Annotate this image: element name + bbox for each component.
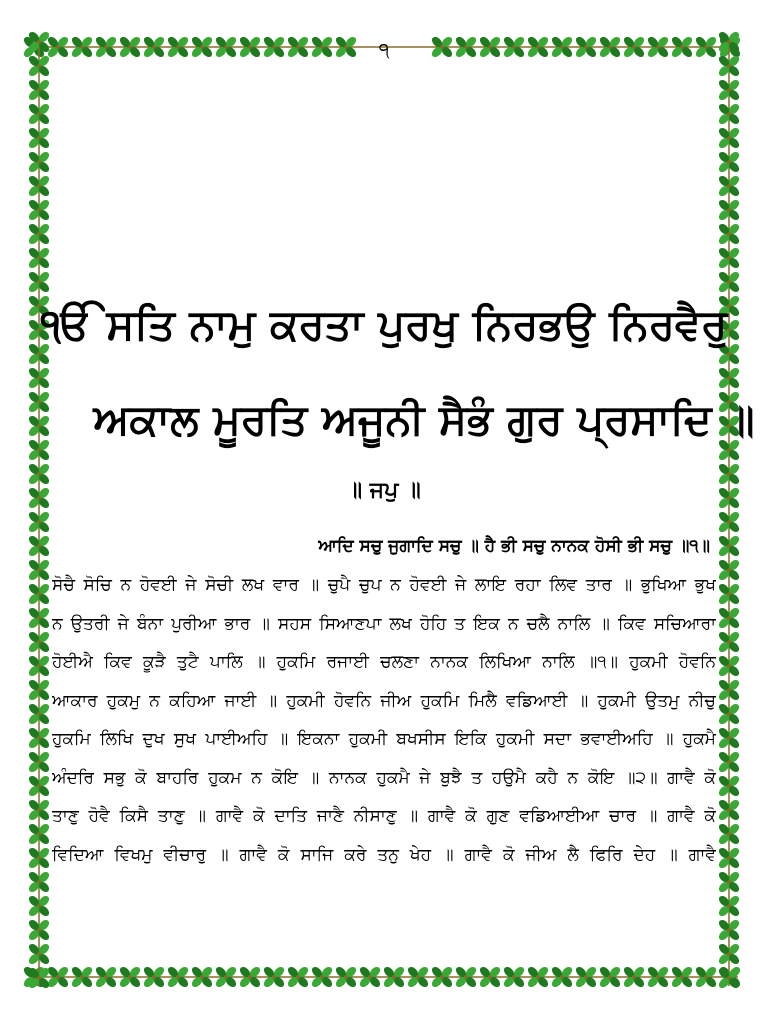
opening-verse: ਆਦਿ ਸਚੁ ਜੁਗਾਦਿ ਸਚੁ ॥ ਹੈ ਭੀ ਸਚੁ ਨਾਨਕ ਹੋਸੀ ਭੀ ਸਚੁ ॥੧॥ <box>318 536 710 556</box>
body-line: ਨ ਉਤਰੀ ਜੇ ਬੰਨਾ ਪੁਰੀਆ ਭਾਰ ॥ ਸਹਸ ਸਿਆਣਪਾ ਲਖ ਹੋਹਿ ਤ ਇਕ ਨ ਚਲੈ ਨਾਲਿ ॥ ਕਿਵ ਸਚਿਆਰਾ <box>52 613 716 634</box>
body-line: ਵਿਦਿਆ ਵਿਖਮੁ ਵੀਚਾਰੁ ॥ ਗਾਵੈ ਕੋ ਸਾਜਿ ਕਰੇ ਤਨੁ ਖੇਹ ॥ ਗਾਵੈ ਕੋ ਜੀਅ ਲੈ ਫਿਰਿ ਦੇਹ ॥ ਗਾਵੈ <box>52 844 716 865</box>
border-bottom-vine <box>20 958 748 996</box>
mool-mantar-line-2: ਅਕਾਲ ਮੂਰਤਿ ਅਜੂਨੀ ਸੈਭੰ ਗੁਰ ਪ੍ਰਸਾਦਿ ॥ <box>93 395 755 444</box>
body-line: ਹੋਈਐ ਕਿਵ ਕੂੜੈ ਤੁਟੈ ਪਾਲਿ ॥ ਹੁਕਮਿ ਰਜਾਈ ਚਲਣਾ ਨਾਨਕ ਲਿਖਿਆ ਨਾਲਿ ॥੧॥ ਹੁਕਮੀ ਹੋਵਨਿ <box>52 652 716 672</box>
scripture-body <box>52 566 716 874</box>
page-number: ੧ <box>378 38 390 62</box>
body-line: ਅੰਦਰਿ ਸਭੁ ਕੋ ਬਾਹਰਿ ਹੁਕਮ ਨ ਕੋਇ ॥ ਨਾਨਕ ਹੁਕਮੈ ਜੇ ਬੁਝੈ ਤ ਹਉਮੈ ਕਹੈ ਨ ਕੋਇ ॥੨॥ ਗਾਵੈ ਕੋ <box>52 767 716 788</box>
mool-mantar-line-1: ੴ ਸਤਿ ਨਾਮੁ ਕਰਤਾ ਪੁਰਖੁ ਨਿਰਭਉ ਨਿਰਵੈਰੁ <box>40 300 728 349</box>
body-line: ਆਕਾਰ ਹੁਕਮੁ ਨ ਕਹਿਆ ਜਾਈ ॥ ਹੁਕਮੀ ਹੋਵਨਿ ਜੀਅ ਹੁਕਮਿ ਮਿਲੈ ਵਡਿਆਈ ॥ ਹੁਕਮੀ ਉਤਮੁ ਨੀਚੁ <box>52 690 716 711</box>
body-line: ਤਾਣੁ ਹੋਵੈ ਕਿਸੈ ਤਾਣੁ ॥ ਗਾਵੈ ਕੋ ਦਾਤਿ ਜਾਣੈ ਨੀਸਾਣੁ ॥ ਗਾਵੈ ਕੋ ਗੁਣ ਵਡਿਆਈਆ ਚਾਰ ॥ ਗਾਵੈ ਕੋ <box>52 806 716 826</box>
body-line: ਹੁਕਮਿ ਲਿਖਿ ਦੁਖ ਸੁਖ ਪਾਈਅਹਿ ॥ ਇਕਨਾ ਹੁਕਮੀ ਬਖਸੀਸ ਇਕਿ ਹੁਕਮੀ ਸਦਾ ਭਵਾਈਅਹਿ ॥ ਹੁਕਮੈ <box>52 729 716 749</box>
body-line: ਸੋਚੈ ਸੋਚਿ ਨ ਹੋਵਈ ਜੇ ਸੋਚੀ ਲਖ ਵਾਰ ॥ ਚੁਪੈ ਚੁਪ ਨ ਹੋਵਈ ਜੇ ਲਾਇ ਰਹਾ ਲਿਵ ਤਾਰ ॥ ਭੁਖਿਆ ਭੁਖ <box>52 575 716 595</box>
section-title: ॥ ਜਪੁ ॥ <box>347 478 421 503</box>
